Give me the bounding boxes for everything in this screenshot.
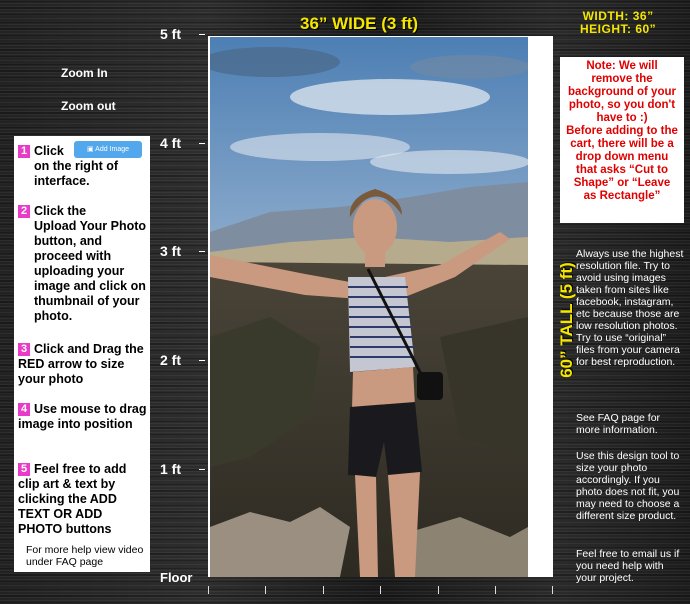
uploaded-photo[interactable] bbox=[210, 37, 528, 577]
step-2-details: button, and proceed with uploading your image and click on thumbnail of your photo. bbox=[34, 234, 146, 323]
add-image-button[interactable] bbox=[74, 141, 142, 158]
bottom-tick bbox=[208, 586, 209, 594]
ruler-tick bbox=[199, 251, 205, 252]
step-4 bbox=[18, 402, 148, 432]
ruler-tick bbox=[199, 34, 205, 35]
step-number: 4 bbox=[18, 403, 30, 416]
step-4-text: Use mouse to drag image into position bbox=[18, 402, 147, 431]
bottom-tick bbox=[265, 586, 266, 594]
upload-photo-label: Upload Your Photo bbox=[34, 219, 147, 233]
tip-email: Feel free to email us if you need help with your project. bbox=[576, 548, 680, 584]
width-label: WIDTH: 36” bbox=[582, 9, 654, 23]
add-image-label: Add Image bbox=[95, 146, 130, 153]
dimensions-label bbox=[580, 10, 656, 36]
step-number: 2 bbox=[18, 205, 30, 218]
zoom-out-button[interactable]: Zoom out bbox=[61, 99, 116, 113]
bottom-tick bbox=[380, 586, 381, 594]
ruler-label-5ft: 5 ft bbox=[160, 26, 181, 42]
bottom-tick bbox=[552, 586, 553, 594]
ruler-tick bbox=[199, 143, 205, 144]
ruler-label-3ft: 3 ft bbox=[160, 243, 181, 259]
step-5 bbox=[18, 462, 148, 537]
background-removal-note bbox=[560, 57, 684, 223]
step-1-continuation: on the right of interface. bbox=[34, 159, 119, 188]
ruler-label-2ft: 2 ft bbox=[160, 352, 181, 368]
step-2 bbox=[18, 204, 148, 324]
tip-faq: See FAQ page for more information. bbox=[576, 412, 661, 436]
step-3 bbox=[18, 342, 148, 387]
tall-label-text: 60” TALL (5 ft) bbox=[557, 262, 576, 378]
height-label: HEIGHT: 60” bbox=[580, 22, 657, 36]
step-number: 3 bbox=[18, 343, 30, 356]
ruler-tick bbox=[199, 469, 205, 470]
note-paragraph-1: Note: We will remove the background of your photo, so you don't have to :) bbox=[568, 60, 676, 124]
step-number: 1 bbox=[18, 145, 30, 158]
zoom-in-button[interactable]: Zoom In bbox=[61, 66, 108, 80]
help-text: For more help view video under FAQ page bbox=[26, 544, 144, 568]
step-5-text: Feel free to add clip art & text by clicking the ADD TEXT OR ADD PHOTO buttons bbox=[18, 462, 127, 536]
ruler-label-1ft: 1 ft bbox=[160, 461, 181, 477]
width-title: 36” WIDE (3 ft) bbox=[300, 14, 419, 33]
bottom-tick bbox=[323, 586, 324, 594]
step-1-text: Click bbox=[34, 144, 64, 158]
ruler-label-floor: Floor bbox=[160, 570, 193, 585]
step-2-text: Click the bbox=[34, 204, 87, 218]
step-number: 5 bbox=[18, 463, 30, 476]
ruler-tick bbox=[199, 360, 205, 361]
bottom-tick bbox=[438, 586, 439, 594]
image-icon: ▣ bbox=[86, 146, 94, 153]
bottom-tick bbox=[495, 586, 496, 594]
step-3-text: Click and Drag the RED arrow to size your photo bbox=[18, 342, 144, 386]
tip-resolution: Always use the highest resolution file. Try to avoid using images taken from sites like facebook, instagram, etc because those are low resolution photos. Try to use “original” files from your camera for best reproduction. bbox=[576, 248, 684, 368]
tip-sizing: Use this design tool to size your photo accordingly. If you photo does not fit, you may need to choose a different size product. bbox=[576, 450, 680, 522]
instructions-panel bbox=[14, 136, 150, 572]
note-paragraph-2: Before adding to the cart, there will be a drop down menu that asks “Cut to Shape” or “Leave as Rectangle” bbox=[566, 125, 678, 202]
ruler-label-4ft: 4 ft bbox=[160, 135, 181, 151]
